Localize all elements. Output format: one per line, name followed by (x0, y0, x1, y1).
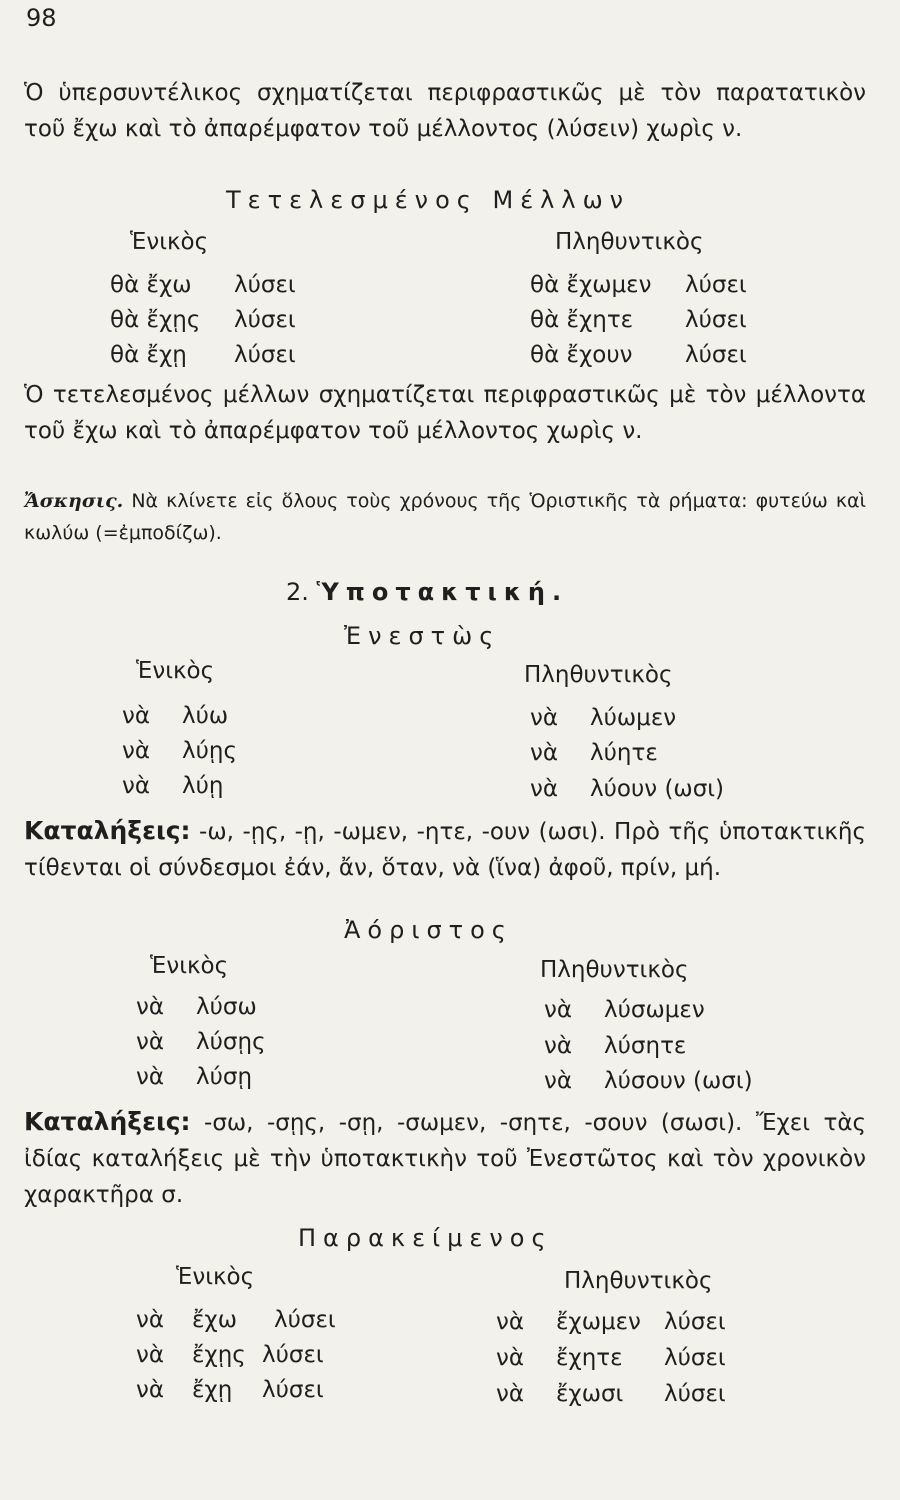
verb-form: λύῃ (182, 773, 224, 799)
verb-form: λύῃς (182, 738, 237, 764)
verb-form: λύσει (664, 1345, 726, 1371)
singular-label: Ἑνικὸς (130, 229, 209, 255)
section-title: Ὑποτακτική. (316, 578, 569, 606)
endings-label: Καταλήξεις: (24, 1107, 191, 1136)
verb-form: λύητε (590, 740, 658, 766)
verb-form: θὰ ἔχω (110, 272, 192, 298)
verb-form: λύσητε (604, 1033, 687, 1059)
verb-form: λύω (182, 703, 229, 729)
verb-form: νὰ (122, 703, 151, 729)
verb-form: λύσω (196, 994, 257, 1020)
endings-aorist (24, 1104, 866, 1213)
endings-present (24, 813, 866, 886)
verb-form: νὰ (496, 1345, 525, 1371)
verb-form: νὰ (136, 1307, 165, 1333)
exercise-text: Νὰ κλίνετε εἰς ὅλους τοὺς χρόνους τῆς Ὁριστικῆς τὰ ρήματα: φυτεύω καὶ κωλύω (=ἐμποδίζω). (24, 490, 866, 544)
paragraph-pluperfect: Ὁ ὑπερσυντέλικος σχηματίζεται περιφραστικῶς μὲ τὸν παρατατικὸν τοῦ ἔχω καὶ τὸ ἀπαρέμφατον τοῦ μέλλοντος (λύσειν) χωρὶς ν. (24, 80, 866, 142)
verb-form: θὰ ἔχῃ (110, 342, 187, 368)
verb-form: ἔχῃς (192, 1342, 246, 1368)
verb-form: ἔχῃ (192, 1377, 233, 1403)
verb-form: ἔχω (192, 1307, 237, 1333)
page-number: 98 (26, 4, 57, 32)
verb-form: νὰ (136, 1064, 165, 1090)
verb-form: λύσει (664, 1309, 726, 1335)
verb-form: ἔχωσι (556, 1381, 624, 1407)
verb-form: λύσῃς (196, 1029, 266, 1055)
verb-form: θὰ ἔχωμεν (530, 272, 652, 298)
verb-form: ἔχωμεν (556, 1309, 641, 1335)
plural-label: Πληθυντικὸς (524, 662, 673, 688)
exercise-label: Ἄσκησις. (24, 490, 124, 512)
verb-form: θὰ ἔχῃς (110, 307, 201, 333)
verb-form: νὰ (122, 773, 151, 799)
verb-form: νὰ (530, 776, 559, 802)
endings-label: Καταλήξεις: (24, 816, 191, 845)
verb-form: λύσει (234, 342, 296, 368)
verb-form: νὰ (496, 1381, 525, 1407)
verb-form: νὰ (544, 997, 573, 1023)
verb-form: νὰ (136, 1029, 165, 1055)
verb-form: νὰ (496, 1309, 525, 1335)
heading-aorist: Ἀόριστος (344, 916, 513, 944)
plural-label: Πληθυντικὸς (540, 957, 689, 983)
verb-form: ἔχητε (556, 1345, 623, 1371)
verb-form: λύσει (274, 1307, 336, 1333)
singular-label: Ἑνικὸς (176, 1264, 255, 1290)
verb-form: λύσωμεν (604, 997, 705, 1023)
verb-form: νὰ (544, 1033, 573, 1059)
verb-form: λύωμεν (590, 705, 677, 731)
verb-form: νὰ (122, 738, 151, 764)
plural-label: Πληθυντικὸς (564, 1268, 713, 1294)
verb-form: θὰ ἔχητε (530, 307, 634, 333)
verb-form: λύσει (685, 307, 747, 333)
verb-form: λύσει (262, 1342, 324, 1368)
plural-label: Πληθυντικὸς (555, 229, 704, 255)
verb-form: λύσει (685, 342, 747, 368)
verb-form: νὰ (530, 705, 559, 731)
verb-form: λύσει (234, 307, 296, 333)
verb-form: λύσουν (ωσι) (604, 1068, 753, 1094)
section-heading-subjunctive (286, 578, 568, 606)
verb-form: νὰ (136, 1377, 165, 1403)
verb-form: νὰ (544, 1068, 573, 1094)
heading-present: Ἐνεστὼς (344, 622, 501, 650)
verb-form: λύουν (ωσι) (590, 776, 725, 802)
exercise-note (24, 485, 866, 549)
heading-future-perfect: Τετελεσμένος Μέλλων (226, 186, 631, 214)
endings-text: -σω, -σῃς, -σῃ, -σωμεν, -σητε, -σουν (σωσι). Ἔχει τὰς ἰδίας καταλήξεις μὲ τὴν ὑποτακτικὴν τοῦ Ἐνεστῶτος καὶ τὸν χρονικὸν χαρακτῆρα σ. (24, 1110, 866, 1208)
singular-label: Ἑνικὸς (150, 953, 229, 979)
heading-perfect: Παρακείμενος (298, 1224, 553, 1252)
paragraph-future-perfect: Ὁ τετελεσμένος μέλλων σχηματίζεται περιφραστικῶς μὲ τὸν μέλλοντα τοῦ ἔχω καὶ τὸ ἀπαρέμφατον τοῦ μέλλοντος χωρὶς ν. (24, 382, 866, 444)
endings-text: -ω, -ῃς, -ῃ, -ωμεν, -ητε, -ουν (ωσι). Πρὸ τῆς ὑποτακτικῆς τίθενται οἱ σύνδεσμοι ἐάν, ἄν, ὅταν, νὰ (ἵνα) ἀφοῦ, πρίν, μή. (24, 819, 866, 881)
verb-form: θὰ ἔχουν (530, 342, 633, 368)
verb-form: λύσει (234, 272, 296, 298)
verb-form: νὰ (530, 740, 559, 766)
verb-form: λύσῃ (196, 1064, 253, 1090)
verb-form: λύσει (685, 272, 747, 298)
section-number: 2. (286, 578, 309, 606)
verb-form: λύσει (262, 1377, 324, 1403)
singular-label: Ἑνικὸς (136, 658, 215, 684)
verb-form: νὰ (136, 994, 165, 1020)
verb-form: λύσει (664, 1381, 726, 1407)
verb-form: νὰ (136, 1342, 165, 1368)
